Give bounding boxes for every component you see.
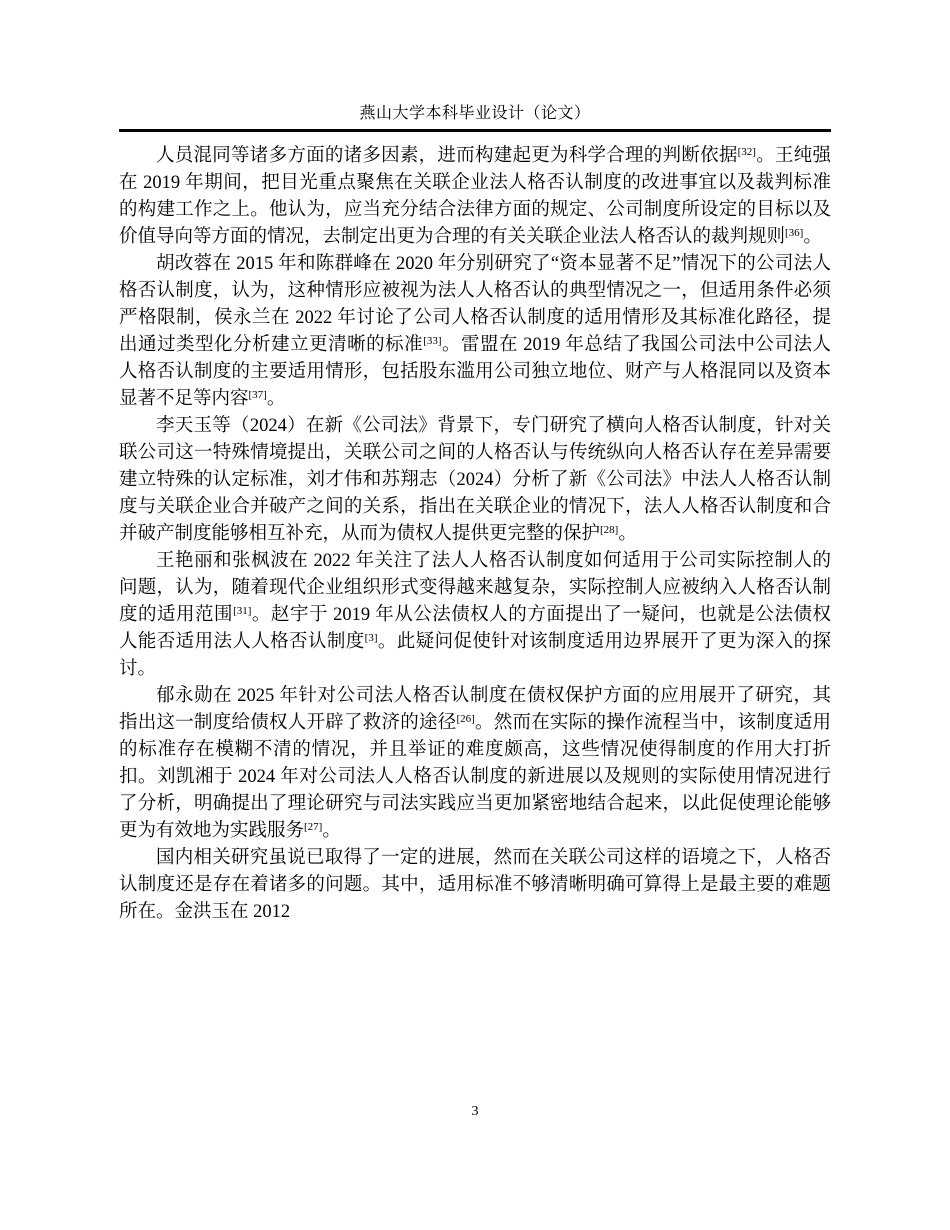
paragraph-text: 。雷盟在 2019 年总结了我国公司法中公司法人人格否认制度的主要适用情形，包括股东滥用公司独立地位、财产与人格混同以及资本显著不足等内容 [119,335,831,409]
paragraph [119,413,831,548]
header-divider [119,129,831,132]
citation-ref: [32] [737,146,756,158]
paragraph-text: 。 [803,227,822,247]
paragraph-text: 。王纯强在 2019 年期间，把目光重点聚焦在关联企业法人格否认制度的改进事宜以及裁判标准的构建工作之上。他认为，应当充分结合法律方面的规定、公司制度所设定的目标以及价值导向等方面的情况，去制定出更为合理的有关关联企业法人格否认的裁判规则 [119,146,831,247]
paragraph-text: 。 [266,389,286,409]
citation-ref: [26] [456,713,475,725]
paragraph-text: 国内相关研究虽说已取得了一定的进展，然而在关联公司这样的语境之下，人格否认制度还是存在着诸多的问题。其中，适用标准不够清晰明确可算得上是最主要的难题所在。金洪玉在 2012 [119,848,831,922]
citation-ref: [3] [364,632,378,644]
citation-ref: [27] [304,821,323,833]
citation-ref: [28] [600,524,619,536]
paragraph-text: 人员混同等诸多方面的诸多因素，进而构建起更为科学合理的判断依据 [156,146,738,166]
citation-ref: [33] [423,335,442,347]
document-header [0,0,950,132]
paragraph-text: 王艳丽和张枫波在 2022 年关注了法人人格否认制度如何适用于公司实际控制人的问题，认为，随着现代企业组织形式变得越来越复杂，实际控制人应被纳入人格否认制度的适用范围 [119,551,831,625]
page-header-title: 燕山大学本科毕业设计（论文） [359,105,591,122]
paragraph [119,683,831,845]
paragraph-text: 。赵宇于 2019 年从公法债权人的方面提出了一疑问，也就是公法债权人能否适用法人人格否认制度 [119,605,831,652]
document-body [119,143,831,926]
paragraph [119,251,831,413]
paragraph-text: 。然而在实际的操作流程当中，该制度适用的标准存在模糊不清的情况，并且举证的难度颇高，这些情况使得制度的作用大打折扣。刘凯湘于 2024 年对公司法人人格否认制度的新进展以及规则的实际使用情况进行了分析，明确提出了理论研究与司法实践应当更加紧密地结合起来，以此促使理论能够更为有效地为实践服务 [119,713,831,841]
page-number: 3 [471,1104,479,1119]
citation-ref: [36] [785,227,804,239]
paragraph [119,845,831,926]
paragraph-text: 。 [618,524,637,544]
paragraph [119,548,831,683]
paragraph-text: 郁永勋在 2025 年针对公司法人格否认制度在债权保护方面的应用展开了研究，其指出这一制度给债权人开辟了救济的途径 [119,686,831,733]
paragraph-text: 李天玉等（2024）在新《公司法》背景下，专门研究了横向人格否认制度，针对关联公司这一特殊情境提出，关联公司之间的人格否认与传统纵向人格否认存在差异需要建立特殊的认定标准，刘才伟和苏翔志（2024）分析了新《公司法》中法人人格否认制度与关联企业合并破产之间的关系，指出在关联企业的情况下，法人人格否认制度和合并破产制度能够相互补充，从而为债权人提供更完整的保护 [119,416,831,544]
document-footer [0,1104,950,1120]
paragraph-text: 胡改蓉在 2015 年和陈群峰在 2020 年分别研究了“资本显著不足”情况下的公司法人格否认制度，认为，这种情形应被视为法人人格否认的典型情况之一，但适用条件必须严格限制，侯永兰在 2022 年讨论了公司人格否认制度的适用情形及其标准化路径，提出通过类型化分析建立更清晰的标准 [119,254,831,355]
citation-ref: [31] [233,605,252,617]
paragraph-text: 。此疑问促使针对该制度适用边界展开了更为深入的探讨。 [119,632,831,679]
citation-ref: [37] [248,389,267,401]
paragraph [119,143,831,251]
paragraph-text: 。 [322,821,341,841]
